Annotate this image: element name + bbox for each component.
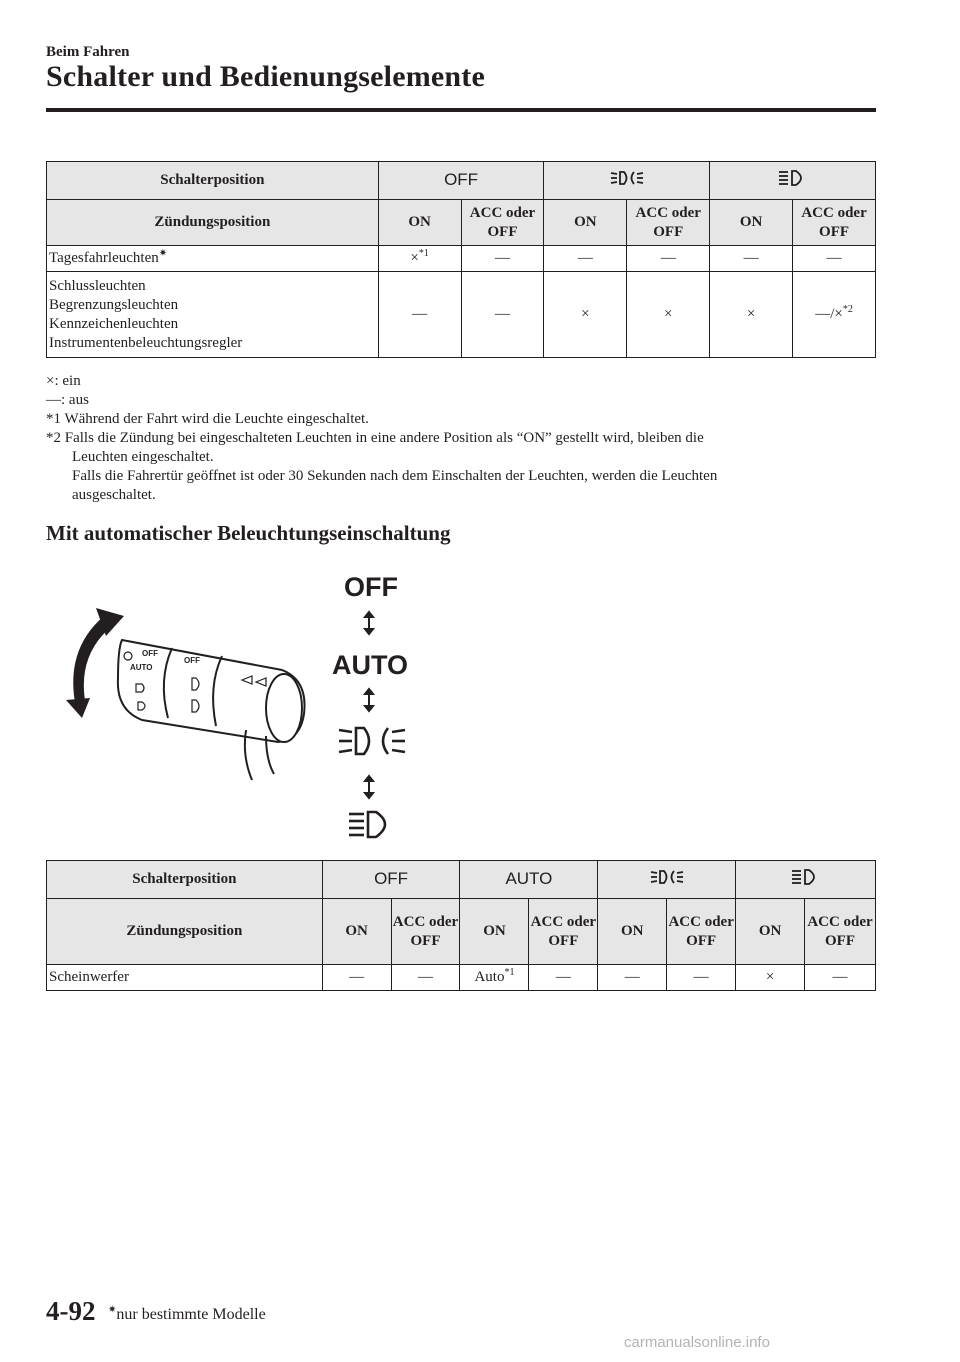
switch-off-label: OFF (444, 170, 479, 189)
ignition-acc-off: ACC oder OFF (667, 899, 736, 965)
footnote-2-cont: Leuchten eingeschaltet. (72, 449, 214, 465)
ignition-acc-off: ACC oder OFF (805, 899, 876, 965)
table-cell: — (529, 965, 598, 991)
table-cell: — (805, 965, 876, 991)
ignition-on: ON (736, 899, 805, 965)
parking-light-icon (339, 728, 405, 754)
footnote-2: *2 Falls die Zündung bei eingeschalteten Leuchten in eine andere Position als “ON” gestellt wird, bleiben die (46, 430, 704, 446)
table-cell: × (710, 272, 793, 358)
table-cell: — (461, 272, 544, 358)
footnote-1: *1 Während der Fahrt wird die Leuchte eingeschaltet. (46, 411, 369, 427)
page-title: Schalter und Bedienungselemente (46, 60, 486, 93)
optional-equipment-mark: ✷ (158, 248, 168, 259)
table-cell: ×$^{*1}$ (378, 246, 461, 272)
table-cell: Auto$^{*1}$ (460, 965, 529, 991)
table-cell: × (544, 272, 627, 358)
illustration-label-auto: AUTO (332, 650, 409, 680)
switch-position-row (47, 861, 876, 899)
switch-off-cell (322, 861, 460, 899)
ignition-position-row (47, 899, 876, 965)
switch-position-label: Schalterposition (47, 861, 323, 899)
footnote-2-cont: ausgeschaltet. (72, 487, 156, 503)
headlight-icon (349, 812, 385, 837)
ignition-on: ON (322, 899, 391, 965)
headlight-icon (791, 868, 821, 886)
ignition-acc-off: ACC oder OFF (627, 200, 710, 246)
row-label-daytime-lights: Tagesfahrleuchten✷ (47, 246, 379, 272)
switch-auto-cell (460, 861, 598, 899)
watermark: carmanualsonline.info (624, 1334, 770, 1351)
table-row (47, 246, 876, 272)
stalk-label-off: OFF (142, 649, 158, 658)
ignition-on: ON (378, 200, 461, 246)
table-row (47, 965, 876, 991)
ignition-acc-off: ACC oder OFF (793, 200, 876, 246)
table-cell: — (710, 246, 793, 272)
section-label: Beim Fahren (46, 44, 130, 60)
table-cell: — (544, 246, 627, 272)
parking-light-icon (610, 169, 644, 187)
switch-position-label: Schalterposition (47, 162, 379, 200)
row-label-lights-group: Schlussleuchten Begrenzungsleuchten Kennzeichenleuchten Instrumentenbeleuchtungsregler (47, 272, 379, 358)
ignition-acc-off: ACC oder OFF (529, 899, 598, 965)
table-notes (46, 372, 876, 505)
switch-headlight-cell (710, 162, 876, 200)
table-cell: — (322, 965, 391, 991)
footnote-2-cont: Falls die Fahrertür geöffnet ist oder 30 Sekunden nach dem Einschalten der Leuchten, werden die Leuchten (72, 468, 718, 484)
switch-parking-cell (544, 162, 710, 200)
ignition-on: ON (544, 200, 627, 246)
table-cell: — (461, 246, 544, 272)
ignition-on: ON (460, 899, 529, 965)
legend-on: ×: ein (46, 373, 81, 389)
optional-equipment-mark: ✷ (108, 1304, 117, 1316)
switch-stalk (118, 640, 305, 780)
legend-off: —: aus (46, 392, 89, 408)
footer-note: ✷nur bestimmte Modelle (108, 1304, 266, 1323)
switch-off-cell (378, 162, 544, 200)
switch-off-label: OFF (374, 869, 409, 888)
ignition-position-label: Zündungsposition (47, 899, 323, 965)
parking-light-icon (650, 868, 684, 886)
ignition-on: ON (598, 899, 667, 965)
stalk-label-auto: AUTO (130, 663, 153, 672)
light-switch-illustration (46, 560, 466, 850)
table-cell: — (598, 965, 667, 991)
lighting-table-auto (46, 860, 876, 991)
table-cell: × (627, 272, 710, 358)
table-cell: —/×$^{*2}$ (793, 272, 876, 358)
table-cell: × (736, 965, 805, 991)
ignition-acc-off: ACC oder OFF (461, 200, 544, 246)
headlight-icon (778, 169, 808, 187)
table-cell: — (391, 965, 460, 991)
ignition-position-label: Zündungsposition (47, 200, 379, 246)
section-heading-auto: Mit automatischer Beleuchtungseinschaltung (46, 521, 451, 545)
page-number: 4-92 (46, 1296, 96, 1326)
table-cell: — (793, 246, 876, 272)
table-cell: — (378, 272, 461, 358)
stalk-label-off-fog: OFF (184, 656, 200, 665)
table-cell: — (627, 246, 710, 272)
ignition-acc-off: ACC oder OFF (391, 899, 460, 965)
ignition-position-row (47, 200, 876, 246)
table-cell: — (667, 965, 736, 991)
table-row (47, 272, 876, 358)
switch-position-row (47, 162, 876, 200)
position-arrows (365, 612, 373, 798)
switch-parking-cell (598, 861, 736, 899)
row-label-headlights: Scheinwerfer (47, 965, 323, 991)
illustration-label-off: OFF (344, 572, 398, 602)
switch-auto-label: AUTO (505, 869, 553, 888)
lighting-table-manual (46, 161, 876, 358)
ignition-on: ON (710, 200, 793, 246)
switch-headlight-cell (736, 861, 876, 899)
title-divider (46, 108, 876, 112)
